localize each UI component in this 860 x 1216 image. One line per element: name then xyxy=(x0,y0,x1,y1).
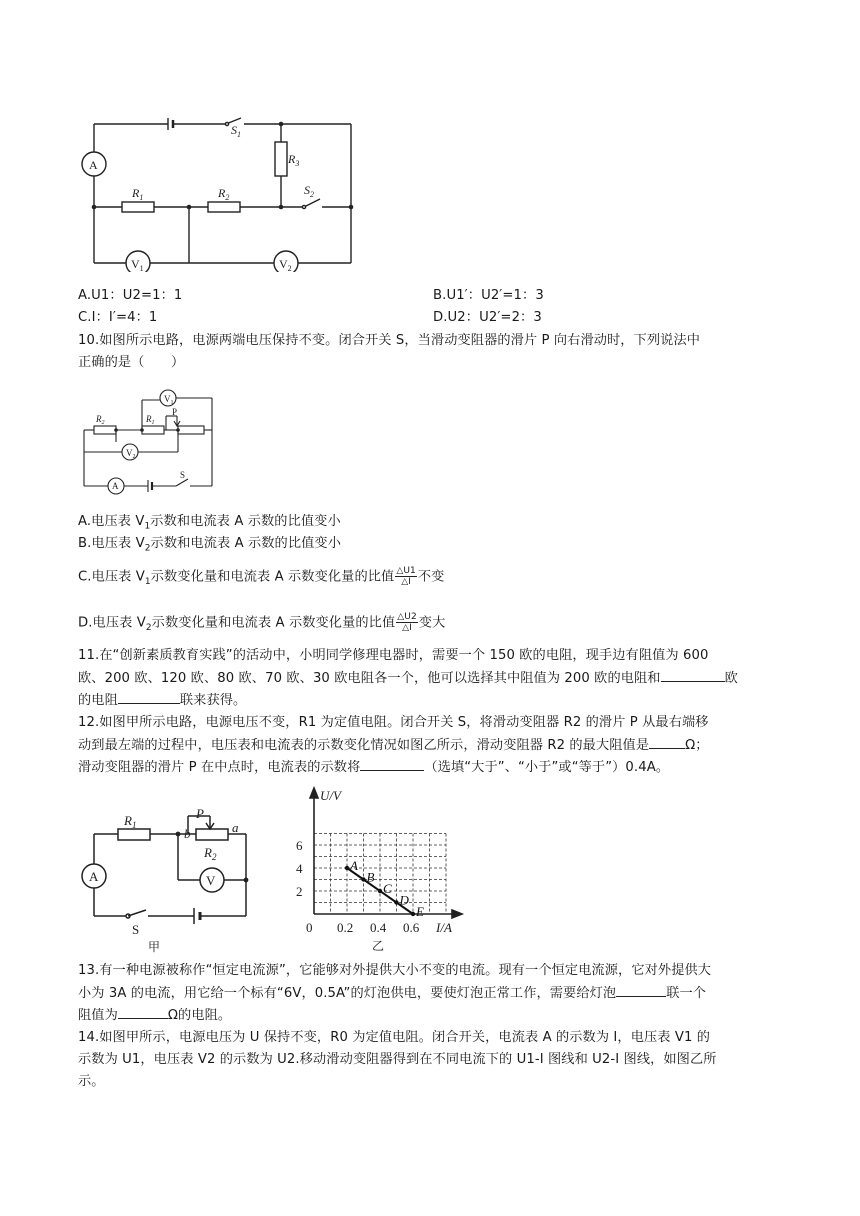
q12-blank-2[interactable] xyxy=(360,756,424,771)
y-tick-label: 6 xyxy=(296,838,303,853)
v1-label: $V_1$ xyxy=(131,257,144,272)
data-point-b xyxy=(361,877,365,881)
s1-label: $S_1$ xyxy=(231,123,241,139)
q12-voltmeter-label: V xyxy=(206,873,216,888)
q13-stem-line3: 阻值为 Ω的电阻。 xyxy=(78,1004,231,1027)
q12-p-label: P xyxy=(196,806,204,821)
graph-ylabel: U/V xyxy=(320,788,341,803)
graph-xlabel: I/A xyxy=(436,920,452,935)
y-tick-label: 2 xyxy=(296,884,303,899)
q10-fraction-d: $\frac{\triangle U2}{\triangle I}$ xyxy=(397,612,417,633)
q12-a-label: a xyxy=(232,820,239,835)
q10-ammeter-label: A xyxy=(112,481,119,491)
y-tick-label: 4 xyxy=(296,861,303,876)
data-point-a xyxy=(345,866,349,870)
v2-label: $V_2$ xyxy=(279,257,292,272)
graph-yi-caption: 乙 xyxy=(372,939,385,953)
q13-blank-1[interactable] xyxy=(616,982,666,997)
point-label-b: B xyxy=(366,869,375,885)
circuit-diagram-q12-jia xyxy=(76,806,272,956)
q11-blank-2[interactable] xyxy=(118,689,180,704)
q11-stem-line1: 11.在“创新素质教育实践”的活动中，小明同学修理电器时，需要一个 150 欧的电阻，现手边有阻值为 600 xyxy=(78,648,709,663)
data-point-c xyxy=(378,889,382,893)
q10-stem-line1: 10.如图所示电路，电源两端电压保持不变。闭合开关 S，当滑动变阻器的滑片 P 向右滑动时，下列说法中 xyxy=(78,333,701,348)
x-tick-label: 0.6 xyxy=(403,920,420,935)
ammeter-label: A xyxy=(89,158,98,172)
q10-option-d: D.电压表 $V_2$示数变化量和电流表 A 示数变化量的比值 $\frac{\triangle U2}{\triangle I}$ 变大 xyxy=(78,612,446,634)
q12-b-label: b xyxy=(184,826,191,841)
q9-option-a: A.U1：U2=1：1 xyxy=(78,288,183,303)
q10-p-label: P xyxy=(172,407,178,417)
q10-option-a: A.电压表 $V_1$示数和电流表 A 示数的比值变小 xyxy=(78,514,341,532)
q10-v1-label: $V_1$ xyxy=(164,394,174,406)
ui-graph-q12-yi xyxy=(288,782,468,954)
point-label-e: E xyxy=(416,904,424,919)
q14-stem-line1: 14.如图甲所示，电源电压为 U 保持不变，R0 为定值电阻。闭合开关，电流表 A 的示数为 I，电压表 V1 的 xyxy=(78,1030,711,1045)
point-label-a: A xyxy=(350,858,358,873)
q9-option-b: B.U1′：U2′=1：3 xyxy=(433,288,544,303)
r3-label: $R_3$ xyxy=(288,152,300,168)
q12-stem-line3: 滑动变阻器的滑片 P 在中点时，电流表的示数将 （选填“大于”、“小于”或“等于”）0.4A。 xyxy=(78,756,669,779)
point-label-d: D xyxy=(399,892,409,908)
q9-option-c: C.I：I′=4：1 xyxy=(78,310,158,325)
q12-stem-line2: 动到最左端的过程中，电压表和电流表的示数变化情况如图乙所示，滑动变阻器 R2 的最大阻值是 Ω； xyxy=(78,734,709,757)
graph-origin: 0 xyxy=(306,920,313,935)
r1-label: $R_1$ xyxy=(132,186,144,202)
q11-blank-1[interactable] xyxy=(661,667,725,682)
q12-r1-label: $R_1$ xyxy=(124,813,137,830)
q12-stem-line1: 12.如图甲所示电路，电源电压不变，R1 为定值电阻。闭合开关 S，将滑动变阻器 R2 的滑片 P 从最右端移 xyxy=(78,715,709,730)
q10-r1-label: $R_1$ xyxy=(146,414,155,426)
q13-stem-line2: 小为 3A 的电流，用它给一个标有“6V，0.5A”的灯泡供电，要使灯泡正常工作，需要给灯泡 联一个 xyxy=(78,982,706,1005)
q12-ammeter-label: A xyxy=(89,869,99,884)
data-point-d xyxy=(394,900,398,904)
s2-label: $S_2$ xyxy=(304,183,314,199)
q12-s-label: S xyxy=(132,922,140,937)
q13-blank-2[interactable] xyxy=(118,1004,168,1019)
x-tick-label: 0.2 xyxy=(337,920,354,935)
circuit-diagram-q10 xyxy=(80,386,220,496)
q10-s-label: S xyxy=(180,470,186,480)
q11-stem-line2: 欧、200 欧、120 欧、80 欧、70 欧、30 欧电阻各一个，他可以选择其中阻值为 200 欧的电阻和 欧 xyxy=(78,667,738,690)
q12-r2-label: $R_2$ xyxy=(204,845,217,862)
q14-stem-line2: 示数为 U1，电压表 V2 的示数为 U2.移动滑动变阻器得到在不同电流下的 U1-I 图线和 U2-I 图线，如图乙所 xyxy=(78,1052,717,1067)
q9-option-d: D.U2：U2′=2：3 xyxy=(433,310,542,325)
graph-grid xyxy=(314,834,446,915)
circuit-diagram-q9 xyxy=(76,108,366,272)
r2-label: $R_2$ xyxy=(218,186,230,202)
q10-stem-line2: 正确的是（ ） xyxy=(78,355,185,370)
graph-marks xyxy=(345,858,424,919)
q13-stem-line1: 13.有一种电源被称作“恒定电流源”，它能够对外提供大小不变的电流。现有一个恒定电流源，它对外提供大 xyxy=(78,963,712,978)
x-tick-label: 0.4 xyxy=(370,920,387,935)
graph-axes xyxy=(310,788,462,918)
point-label-c: C xyxy=(383,881,392,896)
q10-v2-label: $V_2$ xyxy=(126,448,136,460)
q10-option-c: C.电压表 $V_1$示数变化量和电流表 A 示数变化量的比值 $\frac{\triangle U1}{\triangle I}$ 不变 xyxy=(78,566,445,588)
data-point-e xyxy=(411,912,415,916)
q12-jia-caption: 甲 xyxy=(148,940,161,954)
q10-r2-label: $R_2$ xyxy=(96,414,105,426)
q10-fraction-c: $\frac{\triangle U1}{\triangle I}$ xyxy=(396,566,416,587)
q14-stem-line3: 示。 xyxy=(78,1074,105,1089)
q11-stem-line3: 的电阻 联来获得。 xyxy=(78,689,246,712)
q12-blank-1[interactable] xyxy=(649,734,685,749)
q10-option-b: B.电压表 $V_2$示数和电流表 A 示数的比值变小 xyxy=(78,536,341,554)
